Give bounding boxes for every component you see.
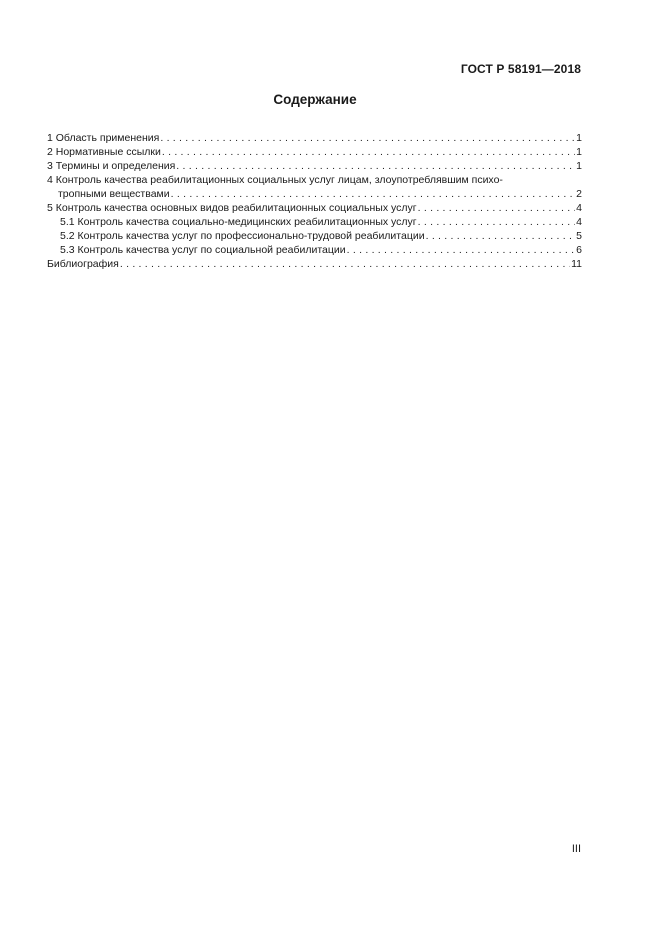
toc-dot-leader (162, 145, 575, 159)
toc-entry-label: 3 Термины и определения (47, 160, 176, 172)
toc-entry-label-continued: тропными веществами (58, 188, 170, 200)
toc-entry-page: 1 (576, 132, 582, 144)
toc-entry-page: 4 (576, 202, 582, 214)
toc-entry-label: 1 Область применения (47, 132, 160, 144)
toc-entry-page: 11 (571, 258, 582, 270)
toc-entry-3[interactable] (47, 159, 582, 173)
toc-dot-leader (418, 201, 576, 215)
toc-entry-5[interactable] (47, 201, 582, 215)
table-of-contents (47, 131, 582, 271)
toc-entry-5-1[interactable] (47, 215, 582, 229)
toc-dot-leader (160, 131, 575, 145)
toc-entry-label: 5.3 Контроль качества услуг по социальной реабилитации (60, 244, 346, 256)
toc-entry-label: 5.1 Контроль качества социально-медицинских реабилитационных услуг (60, 216, 417, 228)
toc-entry-page: 2 (576, 188, 582, 200)
toc-dot-leader (426, 229, 576, 243)
toc-entry-1[interactable] (47, 131, 582, 145)
document-code: ГОСТ Р 58191—2018 (460, 62, 581, 76)
toc-entry-2[interactable] (47, 145, 582, 159)
page-number: III (571, 843, 581, 855)
toc-entry-5-3[interactable] (47, 243, 582, 257)
toc-entry-page: 5 (576, 230, 582, 242)
toc-entry-label: 5 Контроль качества основных видов реабилитационных социальных услуг (47, 202, 417, 214)
toc-entry-label: 4 Контроль качества реабилитационных социальных услуг лицам, злоупотреблявшим психо- (47, 174, 503, 186)
toc-entry-5-2[interactable] (47, 229, 582, 243)
toc-entry-page: 1 (576, 160, 582, 172)
toc-entry-page: 1 (576, 146, 582, 158)
toc-dot-leader (176, 159, 575, 173)
toc-entry-bibliography[interactable] (47, 257, 582, 271)
toc-dot-leader (418, 215, 576, 229)
toc-dot-leader (347, 243, 576, 257)
toc-entry-page: 6 (576, 244, 582, 256)
toc-title: Содержание (273, 92, 357, 107)
toc-entry-page: 4 (576, 216, 582, 228)
toc-entry-4[interactable] (47, 173, 582, 201)
toc-dot-leader (171, 187, 576, 201)
toc-entry-label: 2 Нормативные ссылки (47, 146, 161, 158)
toc-entry-label: Библиография (47, 258, 119, 270)
toc-dot-leader (120, 257, 570, 271)
toc-entry-label: 5.2 Контроль качества услуг по профессионально-трудовой реабилитации (60, 230, 425, 242)
